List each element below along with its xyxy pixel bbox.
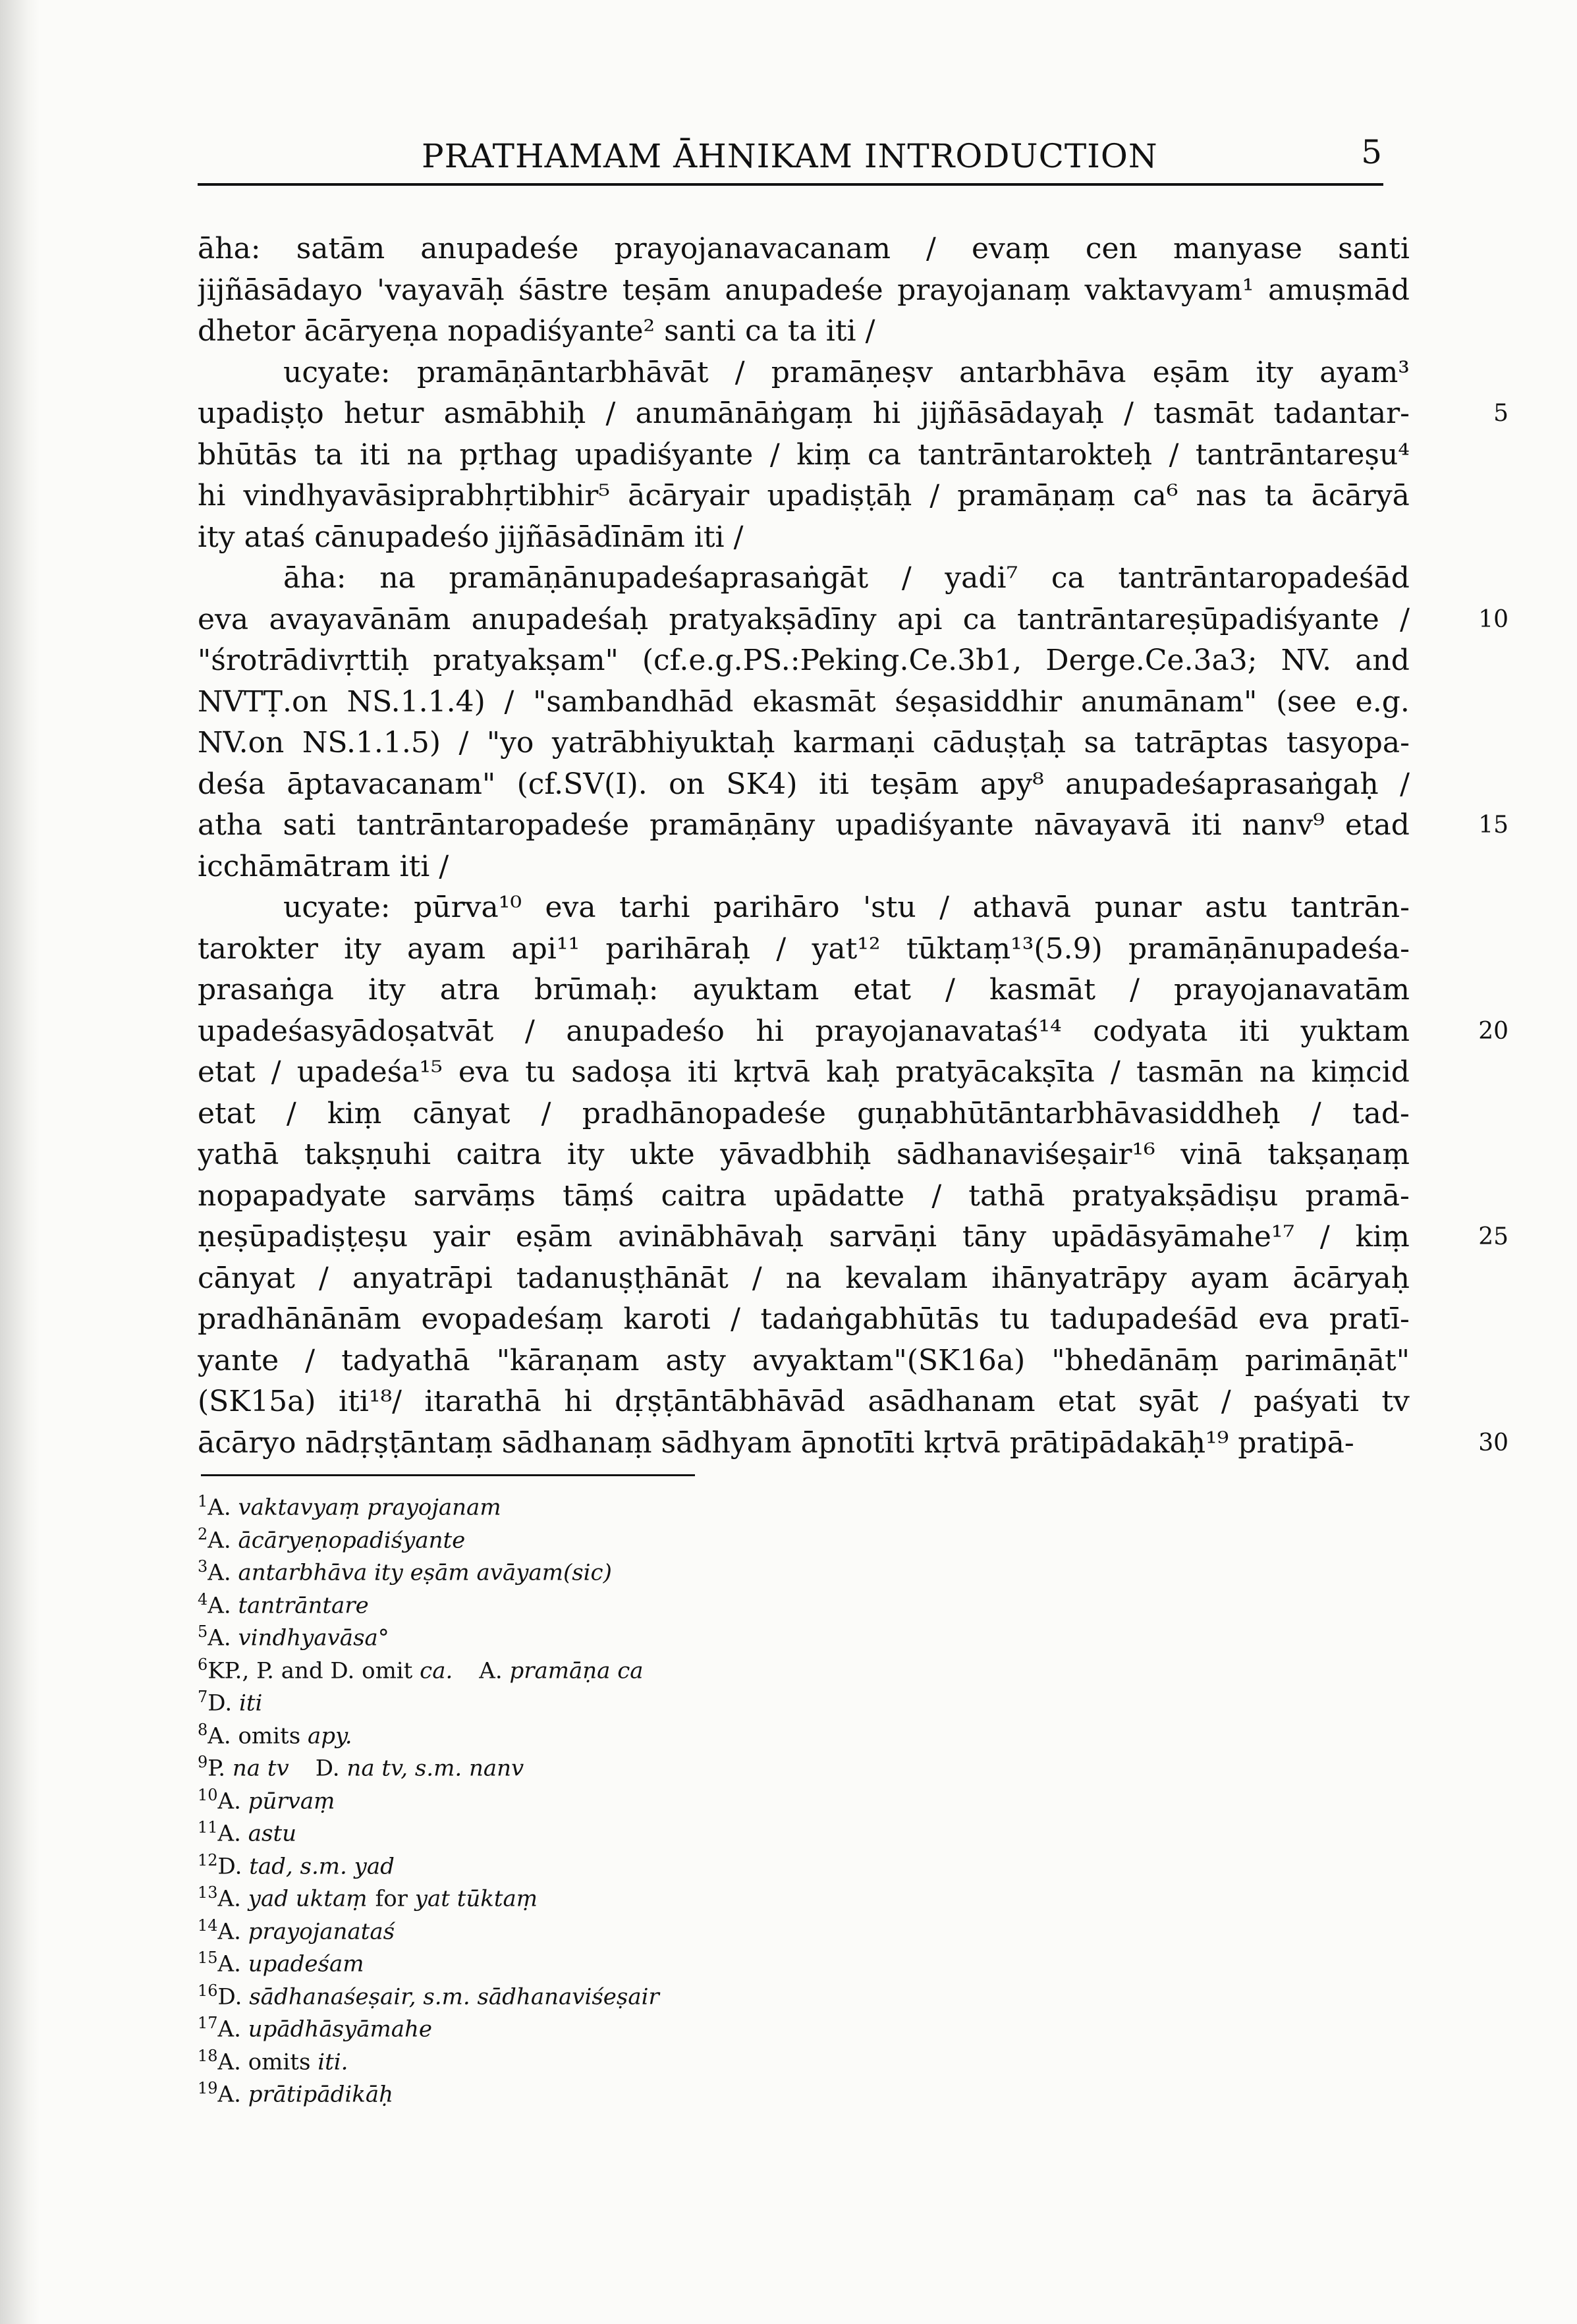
footnote-source: A. bbox=[208, 1591, 231, 1618]
footnote-reading: pramāṇa ca bbox=[509, 1657, 644, 1684]
footnote-source: for bbox=[375, 1885, 408, 1912]
footnote bbox=[198, 1682, 262, 1715]
text-line: ṇeṣūpadiṣṭeṣu yair eṣām avinābhāvaḥ sarvāṇi tāny upādāsyāmahe¹⁷ / kiṃ bbox=[198, 1220, 1410, 1254]
footnote-rule bbox=[201, 1474, 695, 1476]
text-line: dhetor ācāryeṇa nopadiśyante² santi ca ta iti / bbox=[198, 314, 875, 348]
text-line: upadiṣṭo hetur asmābhiḥ / anumānāṅgaṃ hi jijñāsādayaḥ / tasmāt tadantar- bbox=[198, 397, 1410, 430]
footnote-number: 5 bbox=[198, 1622, 208, 1641]
footnote-reading: vaktavyaṃ prayojanam bbox=[238, 1494, 501, 1521]
footnote-source: A. bbox=[217, 1918, 241, 1945]
footnote-reading: upādhāsyāmahe bbox=[248, 2016, 433, 2043]
footnote-reading: iti bbox=[238, 1690, 263, 1717]
footnote-number: 4 bbox=[198, 1590, 208, 1609]
footnote-number: 7 bbox=[198, 1688, 208, 1706]
footnote bbox=[198, 1943, 364, 1976]
footnote-reading: na tv, s.m. nanv bbox=[346, 1755, 524, 1782]
footnote bbox=[198, 2041, 348, 2074]
text-line: yathā takṣṇuhi caitra ity ukte yāvadbhiḥ sādhanaviśeṣair¹⁶ vinā takṣaṇaṃ bbox=[198, 1138, 1410, 1171]
footnote bbox=[198, 1715, 352, 1748]
text-line: "śrotrādivṛttiḥ pratyakṣam" (cf.e.g.PS.:Peking.Ce.3b1, Derge.Ce.3a3; NV. and bbox=[198, 644, 1410, 677]
footnote-source: A. bbox=[208, 1494, 231, 1521]
footnote-reading: prātipādikāḥ bbox=[248, 2081, 394, 2108]
footnote-source: A. bbox=[217, 1787, 241, 1814]
text-line: pradhānānām evopadeśaṃ karoti / tadaṅgabhūtās tu tadupadeśād eva pratī- bbox=[198, 1302, 1410, 1336]
text-line: icchāmātram iti / bbox=[198, 849, 449, 883]
footnote-reading: yat tūktaṃ bbox=[414, 1885, 538, 1912]
footnote-reading: upadeśam bbox=[248, 1950, 364, 1978]
footnote-source: P. bbox=[208, 1755, 226, 1782]
line-number: 20 bbox=[1478, 1017, 1508, 1045]
text-line: upadeśasyādoṣatvāt / anupadeśo hi prayojanavataś¹⁴ codyata iti yuktam bbox=[198, 1014, 1410, 1048]
line-number: 30 bbox=[1478, 1429, 1508, 1456]
text-line: atha sati tantrāntaropadeśe pramāṇāny upadiśyante nāvayavā iti nanv⁹ etad bbox=[198, 808, 1410, 842]
footnote-source: A. bbox=[208, 1526, 231, 1553]
footnote-reading: sādhanaśeṣair, s.m. sādhanaviśeṣair bbox=[249, 1983, 659, 2010]
footnote-reading: antarbhāva ity eṣām avāyam(sic) bbox=[238, 1559, 612, 1586]
footnote-number: 3 bbox=[198, 1557, 208, 1576]
footnote-source: D. bbox=[315, 1755, 340, 1782]
line-number: 15 bbox=[1478, 812, 1508, 839]
footnote-number: 1 bbox=[198, 1492, 208, 1510]
footnote-reading: ca. bbox=[420, 1657, 453, 1684]
text-line: ucyate: pūrva¹⁰ eva tarhi parihāro 'stu / athavā punar astu tantrān- bbox=[283, 891, 1410, 924]
footnote-source: D. bbox=[217, 1983, 242, 2010]
page-edge-shadow bbox=[0, 0, 40, 2324]
footnote bbox=[198, 1910, 395, 1943]
line-number: 25 bbox=[1478, 1223, 1508, 1250]
footnote-number: 17 bbox=[198, 2014, 218, 2032]
text-line: bhūtās ta iti na pṛthag upadiśyante / kiṃ ca tantrāntarokteḥ / tantrāntareṣu⁴ bbox=[198, 437, 1410, 472]
footnote bbox=[198, 1584, 369, 1617]
text-line: ācāryo nādṛṣṭāntaṃ sādhanaṃ sādhyam āpnotīti kṛtvā prātipādakāḥ¹⁹ pratipā- bbox=[198, 1425, 1354, 1460]
footnote-reading: tad, s.m. yad bbox=[249, 1852, 395, 1879]
footnote bbox=[198, 1649, 644, 1682]
text-line: ity ataś cānupadeśo jijñāsādīnām iti / bbox=[198, 520, 744, 554]
text-line: (SK15a) iti¹⁸/ itarathā hi dṛṣṭāntābhāvād asādhanam etat syāt / paśyati tv bbox=[198, 1385, 1410, 1418]
footnote-source: A. bbox=[479, 1657, 503, 1684]
footnote-number: 13 bbox=[198, 1883, 218, 1902]
text-line: prasaṅga ity atra brūmaḥ: ayuktam etat / kasmāt / prayojanavatām bbox=[198, 973, 1410, 1007]
footnote bbox=[198, 1551, 612, 1584]
footnote bbox=[198, 1617, 389, 1649]
text-line: āha: satām anupadeśe prayojanavacanam / evaṃ cen manyase santi bbox=[198, 232, 1410, 265]
footnote-reading: yad uktaṃ bbox=[248, 1885, 368, 1912]
text-line: deśa āptavacanam" (cf.SV(I). on SK4) iti teṣām apy⁸ anupadeśaprasaṅgaḥ / bbox=[198, 767, 1410, 801]
footnote-reading: astu bbox=[248, 1820, 297, 1847]
footnote-source: A. bbox=[217, 1950, 241, 1978]
footnote-reading: pūrvaṃ bbox=[248, 1787, 335, 1814]
footnote-reading: prayojanataś bbox=[248, 1918, 395, 1945]
footnote-source: D. bbox=[217, 1852, 242, 1879]
text-line: NV.on NS.1.1.5) / "yo yatrābhiyuktaḥ karmaṇi cāduṣṭaḥ sa tatrāptas tasyopa- bbox=[198, 726, 1410, 760]
footnote-source: KP., P. and D. omit bbox=[208, 1657, 413, 1684]
footnote bbox=[198, 2008, 432, 2041]
footnote-reading: iti. bbox=[318, 2048, 348, 2075]
footnote-source: A. bbox=[208, 1559, 231, 1586]
footnote-number: 16 bbox=[198, 1981, 218, 2000]
footnote-reading: tantrāntare bbox=[238, 1591, 369, 1618]
text-line: hi vindhyavāsiprabhṛtibhir⁵ ācāryair upadiṣṭāḥ / pramāṇaṃ ca⁶ nas ta ācāryā bbox=[198, 479, 1410, 512]
footnote-number: 10 bbox=[198, 1785, 218, 1804]
footnote bbox=[198, 1877, 538, 1910]
footnote bbox=[198, 1747, 524, 1780]
footnote bbox=[198, 1519, 465, 1552]
footnote-source: A. bbox=[208, 1624, 231, 1651]
footnote-number: 14 bbox=[198, 1916, 218, 1935]
page-header bbox=[198, 130, 1383, 186]
footnote-number: 9 bbox=[198, 1753, 208, 1771]
footnote-reading: apy. bbox=[307, 1722, 352, 1749]
footnote bbox=[198, 1845, 395, 1878]
footnote-number: 15 bbox=[198, 1949, 218, 1967]
text-line: tarokter ity ayam api¹¹ parihāraḥ / yat¹² tūktaṃ¹³(5.9) pramāṇānupadeśa- bbox=[198, 931, 1410, 966]
text-line: eva avayavānām anupadeśaḥ pratyakṣādīny api ca tantrāntareṣūpadiśyante / bbox=[198, 602, 1410, 636]
footnote bbox=[198, 1780, 335, 1813]
page-number: 5 bbox=[1361, 133, 1382, 171]
footnote bbox=[198, 1812, 296, 1845]
footnote-source: A. omits bbox=[217, 2048, 311, 2075]
line-number: 5 bbox=[1493, 400, 1508, 427]
footnote-number: 2 bbox=[198, 1524, 208, 1543]
footnote-reading: ācāryeṇopadiśyante bbox=[238, 1526, 466, 1553]
footnote-reading: na tv bbox=[232, 1755, 289, 1782]
text-line: NVTṬ.on NS.1.1.4) / "sambandhād ekasmāt śeṣasiddhir anumānam" (see e.g. bbox=[198, 684, 1410, 719]
footnote-number: 11 bbox=[198, 1818, 218, 1837]
footnote bbox=[198, 1486, 501, 1519]
text-line: etat / kiṃ cānyat / pradhānopadeśe guṇabhūtāntarbhāvasiddheḥ / tad- bbox=[198, 1096, 1410, 1130]
footnote-source: A. bbox=[217, 1885, 241, 1912]
text-line: yante / tadyathā "kāraṇam asty avyaktam"(SK16a) "bhedānāṃ parimāṇāt" bbox=[198, 1343, 1410, 1377]
footnote-number: 8 bbox=[198, 1720, 208, 1739]
footnote bbox=[198, 1976, 659, 2008]
line-number: 10 bbox=[1478, 605, 1508, 633]
text-line: etat / upadeśa¹⁵ eva tu sadoṣa iti kṛtvā kaḥ pratyācakṣīta / tasmān na kiṃcid bbox=[198, 1055, 1410, 1089]
footnote-number: 12 bbox=[198, 1850, 218, 1869]
footnote-number: 19 bbox=[198, 2079, 218, 2097]
footnote-source: A. bbox=[217, 1820, 241, 1847]
footnote-number: 6 bbox=[198, 1655, 208, 1674]
text-line: ucyate: pramāṇāntarbhāvāt / pramāṇeṣv antarbhāva eṣām ity ayam³ bbox=[283, 355, 1410, 389]
footnote-source: A. bbox=[217, 2016, 241, 2043]
text-line: cānyat / anyatrāpi tadanuṣṭhānāt / na kevalam ihānyatrāpy ayam ācāryaḥ bbox=[198, 1261, 1410, 1295]
text-line: nopapadyate sarvāṃs tāṃś caitra upādatte / tathā pratyakṣādiṣu pramā- bbox=[198, 1178, 1410, 1213]
footnote bbox=[198, 2073, 393, 2106]
text-line: jijñāsādayo 'vayavāḥ śāstre teṣām anupadeśe prayojanaṃ vaktavyam¹ amuṣmād bbox=[198, 273, 1410, 307]
footnote-source: D. bbox=[208, 1690, 233, 1717]
footnote-number: 18 bbox=[198, 2046, 218, 2065]
footnote-reading: vindhyavāsa° bbox=[238, 1624, 389, 1651]
footnote-source: A. omits bbox=[208, 1722, 301, 1749]
running-title: PRATHAMAM ĀHNIKAM INTRODUCTION bbox=[422, 137, 1158, 175]
footnote-source: A. bbox=[217, 2081, 241, 2108]
text-line: āha: na pramāṇānupadeśaprasaṅgāt / yadi⁷ ca tantrāntaropadeśād bbox=[283, 561, 1410, 595]
